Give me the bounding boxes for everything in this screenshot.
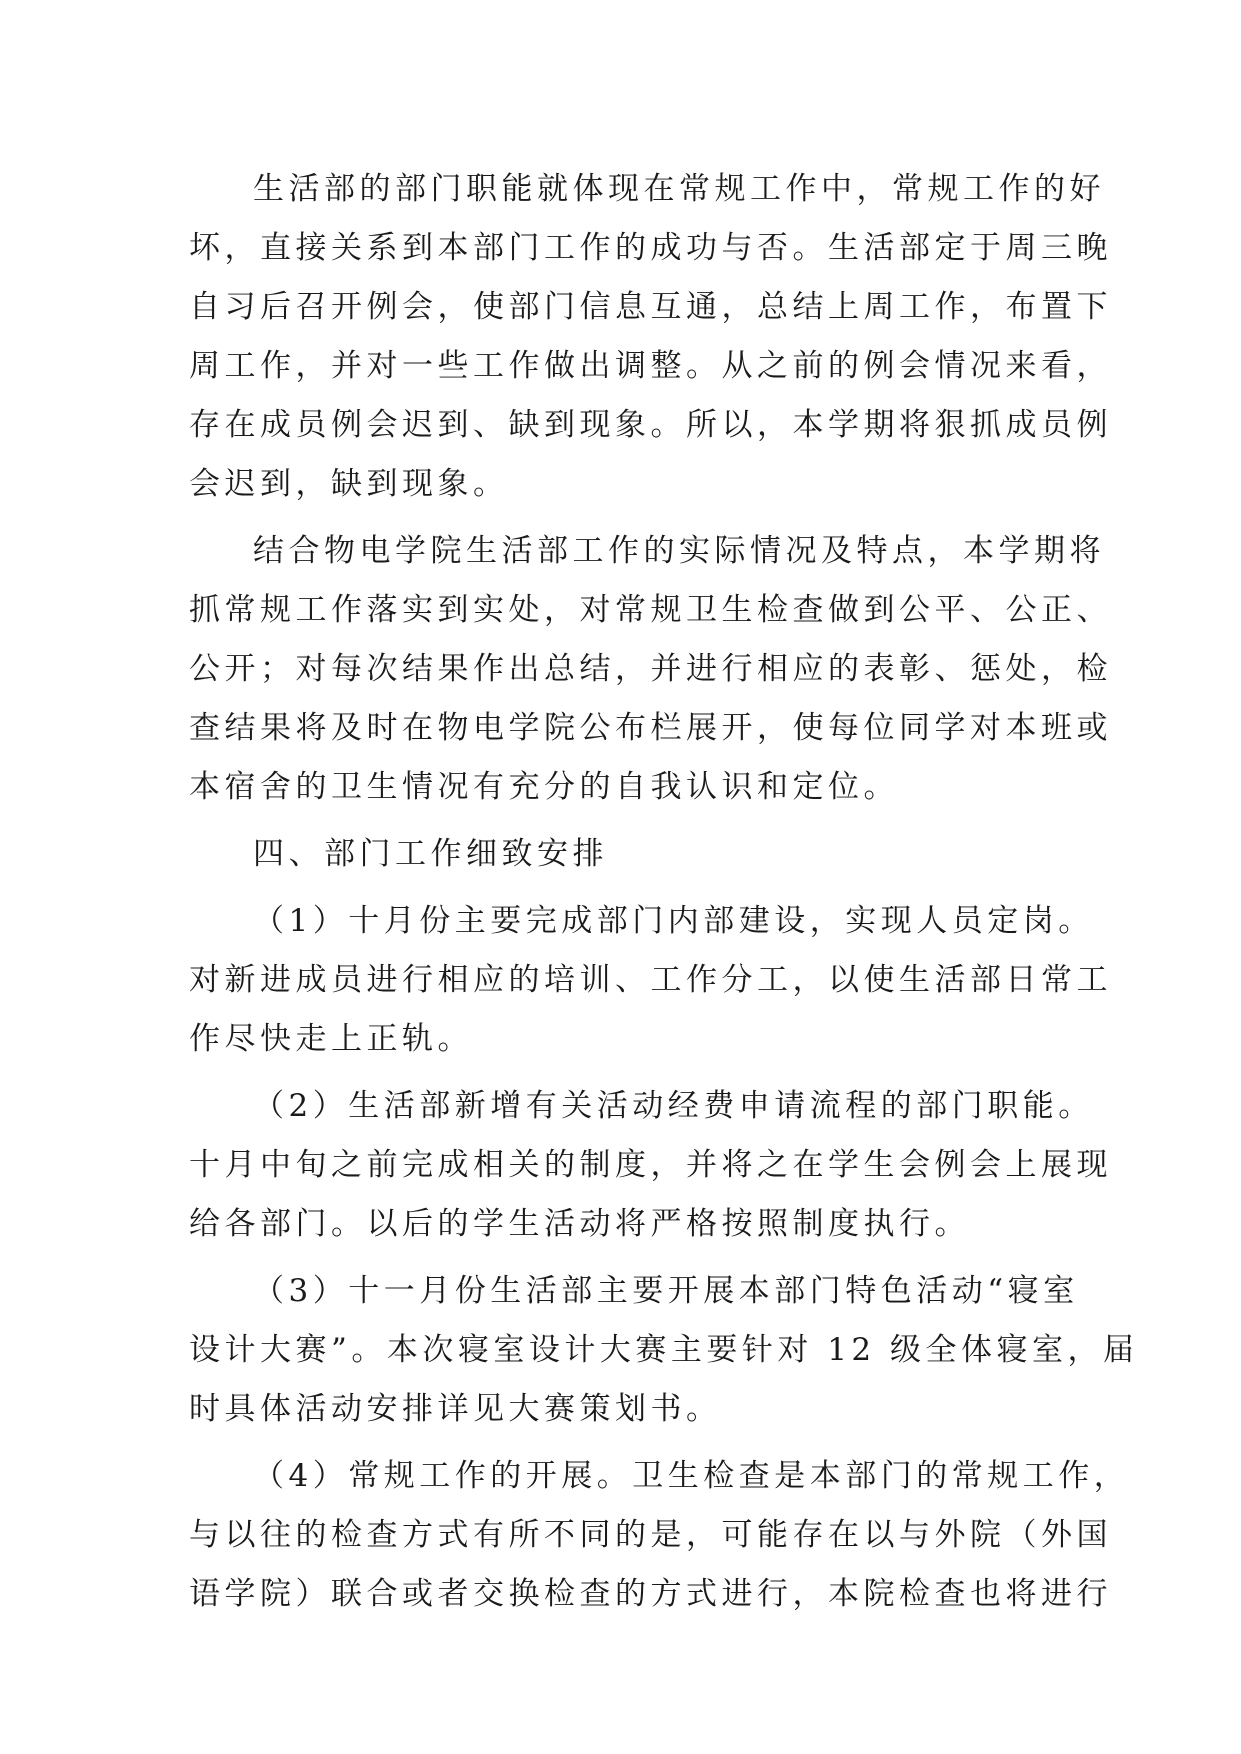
item-2-line-1: （2）生活部新增有关活动经费申请流程的部门职能。 xyxy=(253,1088,1094,1124)
item-1-line-3: 作尽快走上正轨。 xyxy=(189,1021,473,1057)
paragraph-2-line-5: 本宿舍的卫生情况有充分的自我认识和定位。 xyxy=(189,769,899,805)
paragraph-1-line-6: 会迟到，缺到现象。 xyxy=(189,466,509,502)
paragraph-1-line-2: 坏，直接关系到本部门工作的成功与否。生活部定于周三晚 xyxy=(189,230,1112,266)
item-4-line-2: 与以往的检查方式有所不同的是，可能存在以与外院（外国 xyxy=(189,1517,1112,1553)
paragraph-2-line-3: 公开；对每次结果作出总结，并进行相应的表彰、惩处，检 xyxy=(189,651,1112,687)
item-2-line-3: 给各部门。以后的学生活动将严格按照制度执行。 xyxy=(189,1206,970,1242)
item-1-line-1: （1）十月份主要完成部门内部建设，实现人员定岗。 xyxy=(253,903,1094,939)
item-3-line-3: 时具体活动安排详见大赛策划书。 xyxy=(189,1391,722,1427)
section-heading: 四、部门工作细致安排 xyxy=(253,836,608,872)
item-2-line-2: 十月中旬之前完成相关的制度，并将之在学生会例会上展现 xyxy=(189,1147,1112,1183)
paragraph-2-line-1: 结合物电学院生活部工作的实际情况及特点，本学期将 xyxy=(253,533,1105,569)
paragraph-1-line-3: 自习后召开例会，使部门信息互通，总结上周工作，布置下 xyxy=(189,289,1112,325)
paragraph-2-line-4: 查结果将及时在物电学院公布栏展开，使每位同学对本班或 xyxy=(189,710,1112,746)
document-body xyxy=(189,160,1139,1624)
item-4-line-3: 语学院）联合或者交换检查的方式进行，本院检查也将进行 xyxy=(189,1576,1112,1612)
item-1-line-2: 对新进成员进行相应的培训、工作分工，以使生活部日常工 xyxy=(189,962,1112,998)
paragraph-1-line-1: 生活部的部门职能就体现在常规工作中，常规工作的好 xyxy=(253,171,1105,207)
item-3-line-2: 设计大赛”。本次寝室设计大赛主要针对 12 级全体寝室，届 xyxy=(189,1332,1139,1368)
item-4-line-1: （4）常规工作的开展。卫生检查是本部门的常规工作， xyxy=(253,1458,1130,1494)
paragraph-2-line-2: 抓常规工作落实到实处，对常规卫生检查做到公平、公正、 xyxy=(189,592,1112,628)
paragraph-1-line-5: 存在成员例会迟到、缺到现象。所以，本学期将狠抓成员例 xyxy=(189,407,1112,443)
item-3-line-1: （3）十一月份生活部主要开展本部门特色活动“寝室 xyxy=(253,1273,1079,1309)
paragraph-1-line-4: 周工作，并对一些工作做出调整。从之前的例会情况来看， xyxy=(189,348,1112,384)
